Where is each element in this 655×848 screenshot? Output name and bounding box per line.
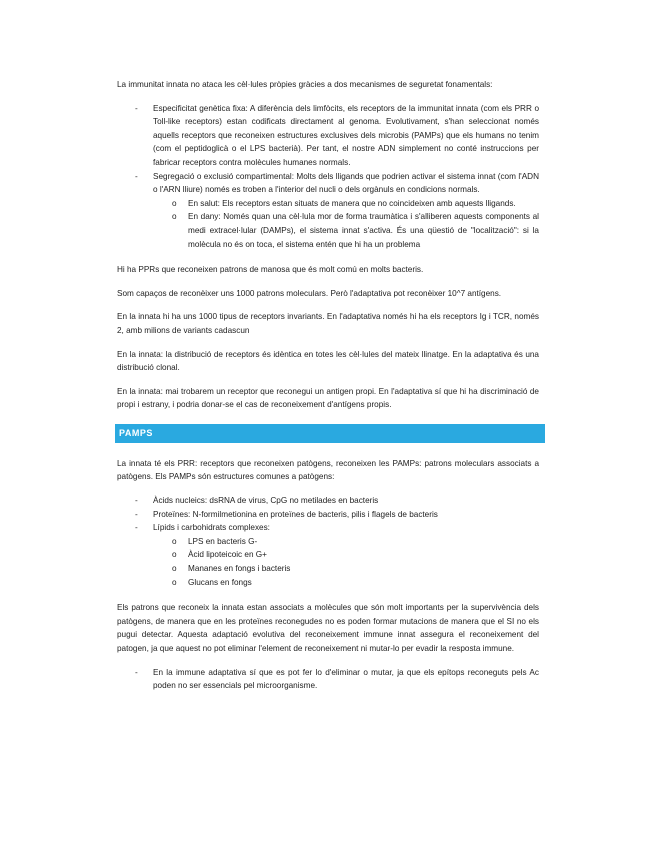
bullet-mark: - — [135, 667, 138, 677]
list-item-text: En la immune adaptativa sí que es pot fer lo d'eliminar o mutar, ja que els epítops reconeguts pels Ac poden no ser essencials pel microorganisme. — [153, 667, 539, 691]
list-item — [117, 102, 539, 170]
list-item — [117, 508, 539, 522]
paragraph: En la innata: mai trobarem un receptor que reconegui un antigen propi. En l'adaptativa sí que hi ha discriminació de propi i estrany, i podria donar-se el cas de reconeixement d'antígens propis. — [117, 386, 539, 410]
list-item — [117, 494, 539, 508]
bullet-list-pamps — [117, 494, 539, 589]
list-item — [117, 521, 539, 535]
bullet-list-adaptive — [117, 666, 539, 693]
bullet-mark: - — [135, 509, 138, 519]
sub-list-item — [117, 535, 539, 549]
paragraph-intro: La immunitat innata no ataca les cèl·lules pròpies gràcies a dos mecanismes de seguretat fonamentals: — [117, 80, 493, 89]
list-item — [117, 170, 539, 197]
paragraph: Hi ha PPRs que reconeixen patrons de manosa que és molt comú en molts bacteris. — [117, 265, 424, 275]
sub-bullet-mark: o — [172, 564, 177, 574]
list-item-text: Lípids i carbohidrats complexes: — [153, 523, 270, 533]
list-item-text: Especificitat genètica fixa: A diferència dels limfòcits, els receptors de la immunitat innata (com els PRR o Toll-like receptors) estan codificats directament al genoma. Evolutivament, s'han seleccionat només aquells receptors que reconeixen estructures exclusives dels microbis (PAMPs) que els humans no tenim (com el peptidoglicà o el LPS bacterià). Per tant, el nostre ADN simplement no conté instruccions per fabricar receptors contra molècules humanes normals. — [153, 103, 539, 167]
sub-list-item-text: En dany: Només quan una cèl·lula mor de forma traumàtica i s'alliberen aquests components al medi extracel·lular (DAMPs), el sistema innat s'activa. És una qüestió de "localització": si la molècula no és on toca, el sistema entén que hi ha un problema — [188, 212, 539, 249]
bullet-mark: - — [135, 523, 138, 533]
list-item — [117, 666, 539, 693]
paragraph: En la innata hi ha uns 1000 tipus de receptors invariants. En l'adaptativa només hi ha els receptors Ig i TCR, només 2, amb milions de variants cadascun — [117, 312, 539, 335]
sub-bullet-mark: o — [172, 536, 177, 546]
paragraph: En la innata: la distribució de receptors és idèntica en totes les cèl·lules del mateix llinatge. En la adaptativa és una distribució clonal. — [117, 349, 539, 373]
bullet-mark: - — [135, 171, 138, 181]
sub-list-item — [117, 576, 539, 590]
sub-list-item — [117, 210, 539, 251]
sub-bullet-mark: o — [172, 212, 177, 222]
sub-list-item — [117, 197, 539, 211]
document-page — [117, 78, 539, 705]
sub-list-item-text: Glucans en fongs — [188, 577, 252, 587]
list-item-text: Àcids nucleics: dsRNA de virus, CpG no metilades en bacteris — [153, 496, 379, 506]
sub-bullet-mark: o — [172, 550, 177, 560]
sub-bullet-mark: o — [172, 198, 177, 208]
bullet-mark: - — [135, 496, 138, 506]
sub-list — [117, 535, 539, 589]
sub-list-item — [117, 548, 539, 562]
paragraph: Som capaços de reconèixer uns 1000 patrons moleculars. Però l'adaptativa pot reconèixer 10^7 antígens. — [117, 288, 502, 298]
sub-list-item-text: Àcid lipoteicoic en G+ — [188, 550, 267, 560]
paragraph: La innata té els PRR: receptors que reconeixen patògens, reconeixen les PAMPs: patrons moleculars associats a patògens. Els PAMPs són estructures comunes a patògens: — [117, 458, 539, 482]
list-item-text: Segregació o exclusió compartimental: Molts dels lligands que podrien activar el sistema innat (com l'ADN o l'ARN lliure) només es troben a l'interior del nucli o dels orgànuls en condicions normals. — [153, 171, 539, 195]
sub-list — [117, 197, 539, 251]
sub-list-item-text: Mananes en fongs i bacteris — [188, 564, 291, 574]
sub-list-item-text: LPS en bacteris G- — [188, 536, 258, 546]
sub-list-item-text: En salut: Els receptors estan situats de manera que no coincideixen amb aquests lligands. — [188, 198, 516, 208]
section-heading-pamps: PAMPS — [115, 424, 545, 443]
list-item-text: Proteïnes: N-formilmetionina en proteïnes de bacteris, pilis i flagels de bacteris — [153, 509, 438, 519]
sub-bullet-mark: o — [172, 577, 177, 587]
bullet-mark: - — [135, 103, 138, 113]
sub-list-item — [117, 562, 539, 576]
paragraph: Els patrons que reconeix la innata estan associats a molècules que són molt importants per la supervivència dels patògens, de manera que en les proteïnes reconegudes no es poden formar mutacions de manera que el SI no els pugui detectar. Aquesta adaptació evolutiva del reconeixement immune innat assegura el reconeixement del patogen, ja que aquest no pot eliminar l'element de reconeixement ni mutar-lo per evadir la resposta immune. — [117, 603, 539, 653]
bullet-list-mechanisms — [117, 102, 539, 252]
